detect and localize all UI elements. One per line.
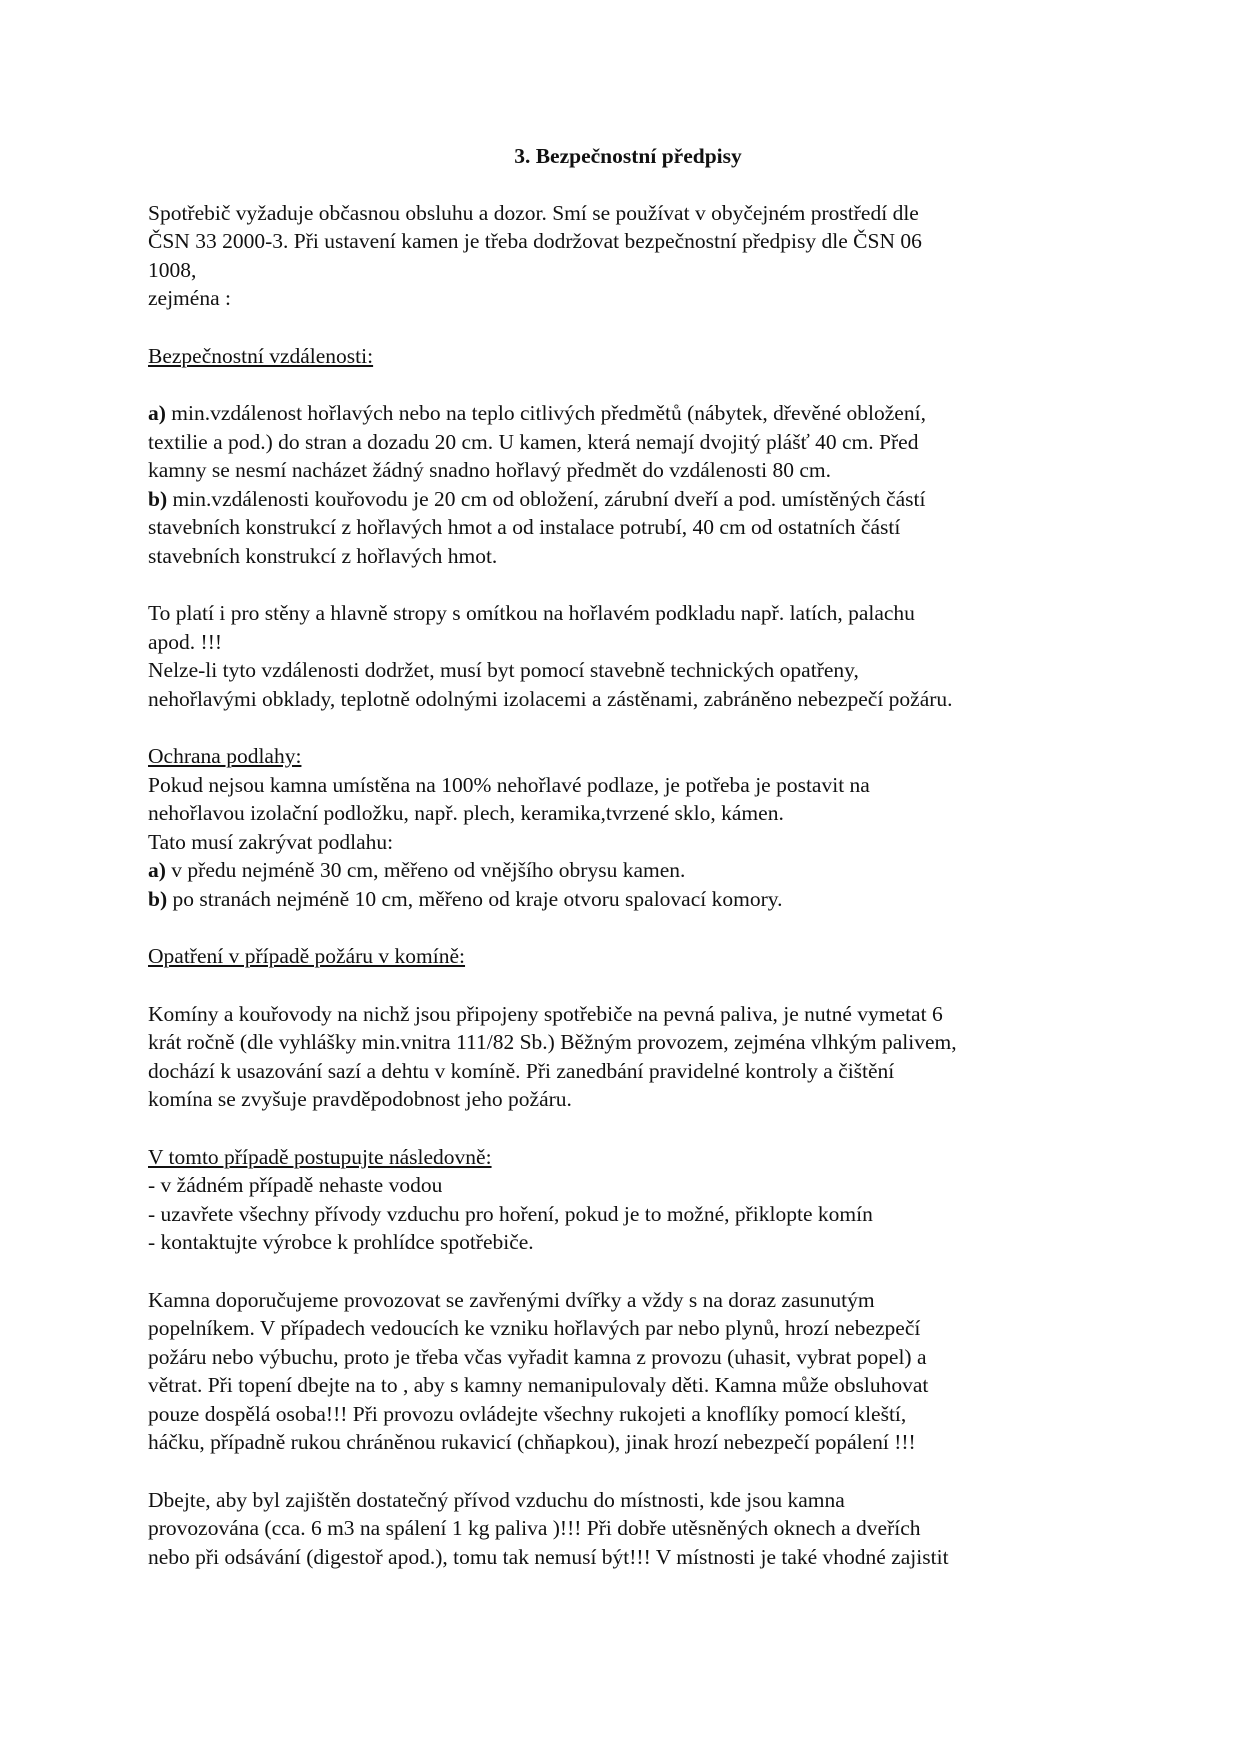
text-line: popelníkem. V případech vedoucích ke vzniku hořlavých par nebo plynů, hrozí nebezpečí xyxy=(148,1316,921,1340)
text-line: nehořlavou izolační podložku, např. plech, keramika,tvrzené sklo, kámen. xyxy=(148,801,784,825)
text-line: Nelze-li tyto vzdálenosti dodržet, musí byt pomocí stavebně technických opatřeny, xyxy=(148,658,859,682)
air-supply-paragraph xyxy=(148,1486,1108,1572)
text-line: požáru nebo výbuchu, proto je třeba včas vyřadit kamna z provozu (uhasit, vybrat popel) a xyxy=(148,1344,927,1369)
text-line: Komíny a kouřovody na nichž jsou připojeny spotřebiče na pevná paliva, je nutné vymetat 6 xyxy=(148,1001,943,1026)
item-a-line xyxy=(148,399,1108,428)
text-line: Pokud nejsou kamna umístěna na 100% nehořlavé podlaze, je potřeba je postavit na xyxy=(148,772,870,797)
text-line: stavebních konstrukcí z hořlavých hmot a od instalace potrubí, 40 cm od ostatních částí xyxy=(148,515,901,539)
list-item: - kontaktujte výrobce k prohlídce spotřebiče. xyxy=(148,1230,534,1254)
operation-paragraph xyxy=(148,1286,1108,1457)
item-b-line xyxy=(148,485,1108,514)
chimney-fire-heading: Opatření v případě požáru v komíně: xyxy=(148,944,466,968)
text-line: po stranách nejméně 10 cm, měřeno od kraje otvoru spalovací komory. xyxy=(167,886,783,911)
text-line: větrat. Při topení dbejte na to , aby s kamny nemanipulovaly děti. Kamna může obsluhovat xyxy=(148,1373,929,1397)
list-item: - uzavřete všechny přívody vzduchu pro hoření, pokud je to možné, přiklopte komín xyxy=(148,1201,873,1226)
text-line: apod. !!! xyxy=(148,629,223,654)
text-line: nebo při odsávání (digestoř apod.), tomu tak nemusí být!!! V místnosti je také vhodné zajistit xyxy=(148,1544,949,1569)
text-line: komína se zvyšuje pravděpodobnost jeho požáru. xyxy=(148,1087,572,1111)
procedure-section xyxy=(148,1143,1108,1257)
text-line: zejména : xyxy=(148,286,231,310)
procedure-heading: V tomto případě postupujte následovně: xyxy=(148,1144,492,1169)
text-line: Spotřebič vyžaduje občasnou obsluhu a dozor. Smí se používat v obyčejném prostředí dle xyxy=(148,200,919,225)
item-b-marker: b) xyxy=(148,886,168,911)
text-line: háčku, případně rukou chráněnou rukavicí (chňapkou), jinak hrozí nebezpečí popálení !!! xyxy=(148,1430,916,1454)
item-b-line xyxy=(148,885,1108,914)
safety-distances-heading: Bezpečnostní vzdálenosti: xyxy=(148,343,374,368)
text-line: textilie a pod.) do stran a dozadu 20 cm. U kamen, která nemají dvojitý plášť 40 cm. Před xyxy=(148,429,919,454)
text-line: krát ročně (dle vyhlášky min.vnitra 111/82 Sb.) Běžným provozem, zejména vlhkým palivem, xyxy=(148,1030,957,1054)
text-line: stavebních konstrukcí z hořlavých hmot. xyxy=(148,543,498,568)
safety-distances-list xyxy=(148,399,1108,570)
text-line: 1008, xyxy=(148,257,197,282)
text-line: Kamna doporučujeme provozovat se zavřenými dvířky a vždy s na doraz zasunutým xyxy=(148,1287,875,1312)
item-a-marker: a) xyxy=(148,401,166,425)
text-line: kamny se nesmí nacházet žádný snadno hořlavý předmět do vzdálenosti 80 cm. xyxy=(148,458,832,482)
text-line: min.vzdálenosti kouřovodu je 20 cm od obložení, zárubní dveří a pod. umístěných částí xyxy=(167,486,926,511)
chimney-fire-paragraph xyxy=(148,1000,1108,1114)
list-item: - v žádném případě nehaste vodou xyxy=(148,1173,443,1197)
item-a-marker: a) xyxy=(148,858,166,882)
intro-paragraph xyxy=(148,199,1108,313)
text-line: To platí i pro stěny a hlavně stropy s omítkou na hořlavém podkladu např. latích, palachu xyxy=(148,601,915,625)
text-line: nehořlavými obklady, teplotně odolnými izolacemi a zástěnami, zabráněno nebezpečí požáru. xyxy=(148,686,953,711)
item-b-marker: b) xyxy=(148,486,168,511)
text-line: min.vzdálenost hořlavých nebo na teplo citlivých předmětů (nábytek, dřevěné obložení, xyxy=(165,401,926,425)
text-line: pouze dospělá osoba!!! Při provozu ovládejte všechny rukojeti a knoflíky pomocí kleští, xyxy=(148,1401,907,1426)
text-line: v předu nejméně 30 cm, měřeno od vnějšího obrysu kamen. xyxy=(165,858,686,882)
document-page xyxy=(148,142,1108,1571)
floor-protection-heading: Ochrana podlahy: xyxy=(148,744,302,768)
item-a-line xyxy=(148,856,1108,885)
text-line: Tato musí zakrývat podlahu: xyxy=(148,829,394,854)
text-line: ČSN 33 2000-3. Při ustavení kamen je třeba dodržovat bezpečnostní předpisy dle ČSN 06 xyxy=(148,229,922,253)
text-line: dochází k usazování sazí a dehtu v komíně. Při zanedbání pravidelné kontroly a čištění xyxy=(148,1058,895,1083)
section-title: 3. Bezpečnostní předpisy xyxy=(514,144,742,168)
text-line: provozována (cca. 6 m3 na spálení 1 kg paliva )!!! Při dobře utěsněných oknech a dveřích xyxy=(148,1516,921,1540)
walls-note-paragraph xyxy=(148,599,1108,713)
text-line: Dbejte, aby byl zajištěn dostatečný přívod vzduchu do místnosti, kde jsou kamna xyxy=(148,1487,845,1512)
floor-protection-section xyxy=(148,742,1108,913)
